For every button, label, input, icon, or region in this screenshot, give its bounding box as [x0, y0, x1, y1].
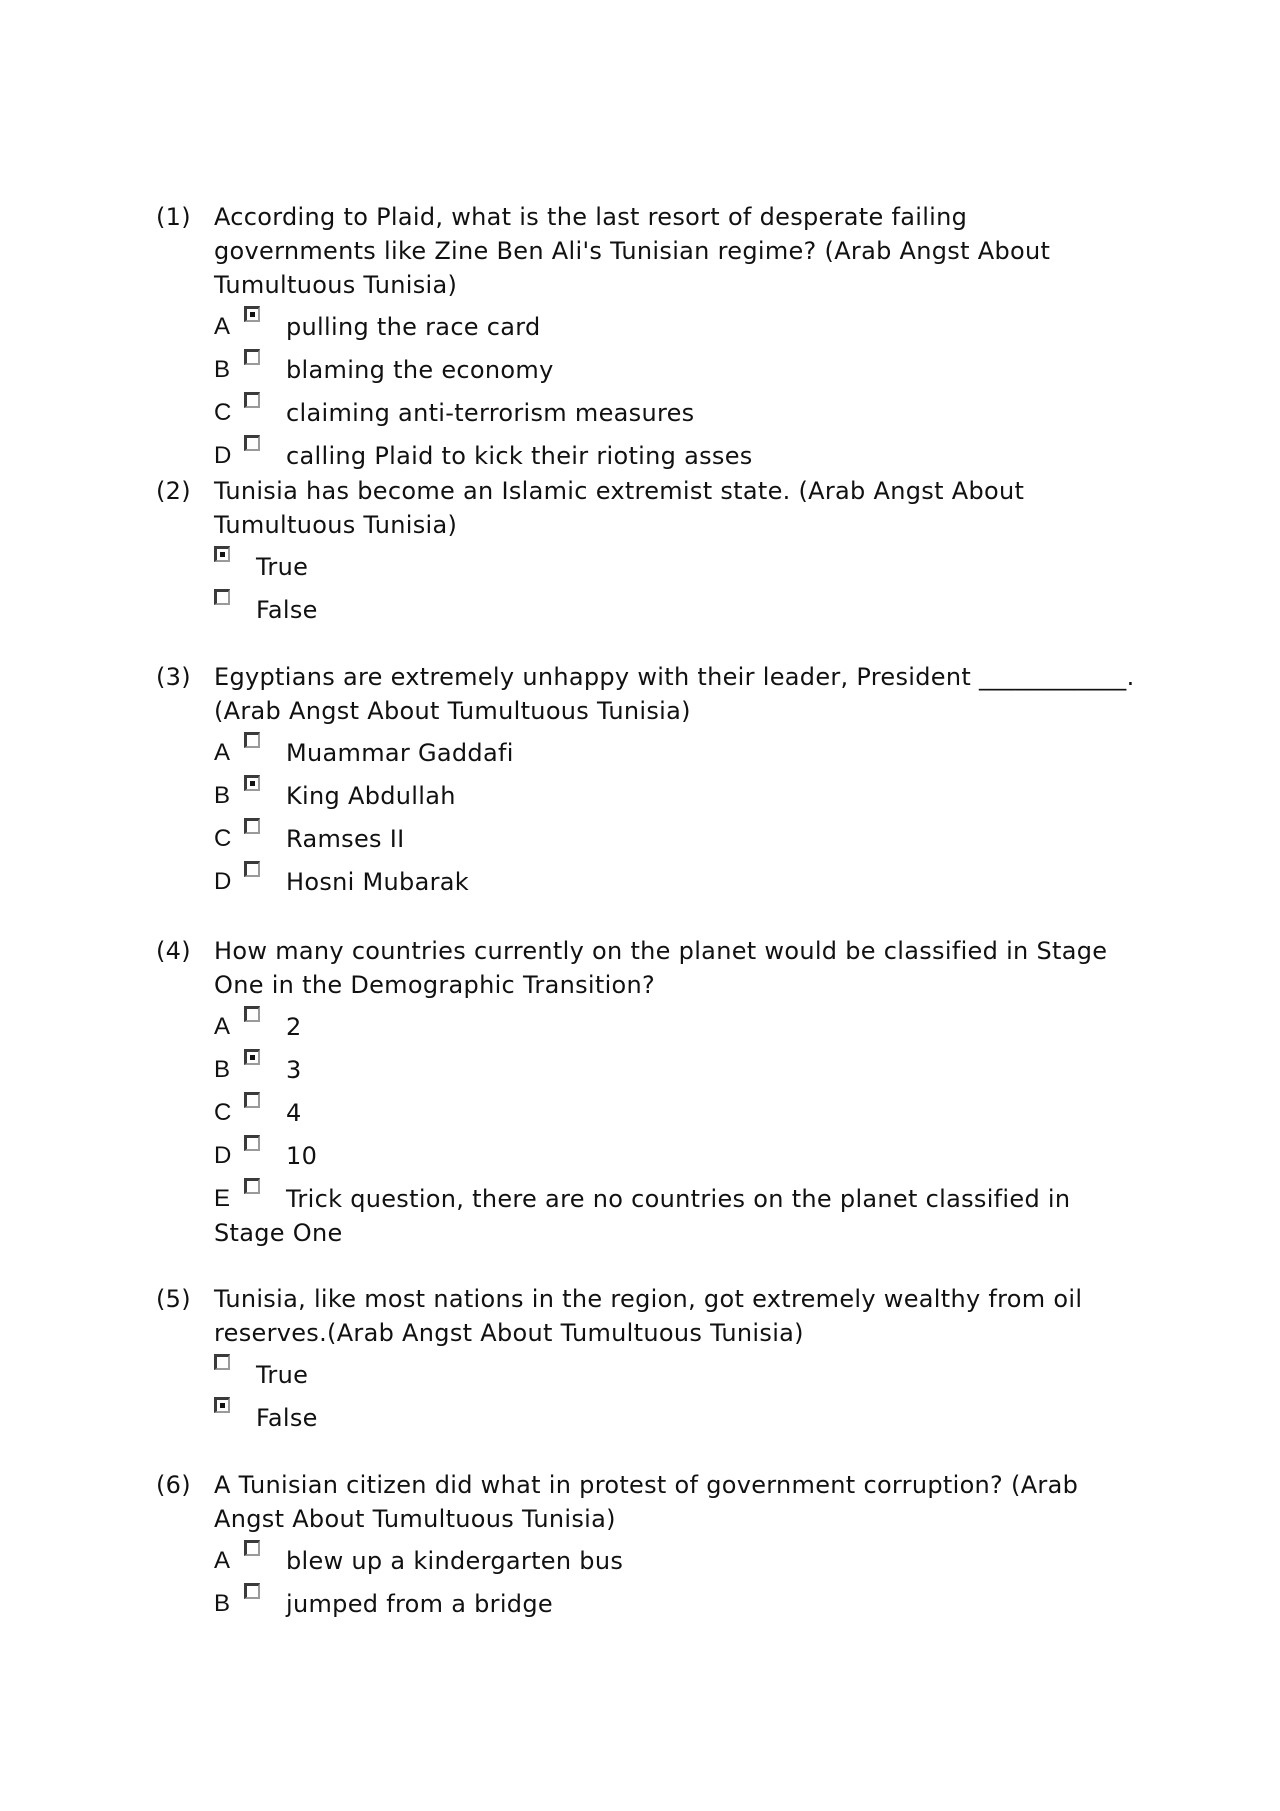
radio-icon[interactable]	[214, 589, 230, 605]
radio-icon[interactable]	[244, 1540, 260, 1556]
option-letter: A	[214, 739, 231, 766]
option-label: calling Plaid to kick their rioting asses	[286, 442, 753, 470]
option-label: pulling the race card	[286, 313, 541, 341]
question-6	[156, 1468, 1136, 1626]
option-a[interactable]	[214, 732, 1136, 775]
option-label: False	[256, 1404, 318, 1432]
option-label: 2	[286, 1013, 302, 1041]
option-b[interactable]	[214, 1583, 1136, 1626]
radio-checked-icon[interactable]	[244, 1049, 260, 1065]
answer-options	[214, 546, 1136, 632]
option-letter: B	[214, 356, 231, 383]
option-label: claiming anti-terrorism measures	[286, 399, 695, 427]
option-c[interactable]	[214, 1092, 1136, 1135]
option-label: 3	[286, 1056, 302, 1084]
option-label: Muammar Gaddafi	[286, 739, 514, 767]
radio-icon[interactable]	[244, 818, 260, 834]
question-text: According to Plaid, what is the last resort of desperate failing governments like Zine Ben Ali's Tunisian regime? (Arab Angst About Tumultuous Tunisia)	[214, 203, 1059, 299]
answer-options	[214, 306, 1136, 478]
question-text: How many countries currently on the planet would be classified in Stage One in the Demographic Transition?	[214, 937, 1116, 999]
radio-icon[interactable]	[244, 1135, 260, 1151]
answer-options	[214, 1006, 1136, 1250]
answer-options	[214, 732, 1136, 904]
option-e[interactable]	[214, 1178, 1136, 1250]
question-1	[156, 200, 1136, 478]
radio-icon[interactable]	[244, 1092, 260, 1108]
option-label: blaming the economy	[286, 356, 554, 384]
question-text: Tunisia, like most nations in the region, got extremely wealthy from oil reserves.(Arab Angst About Tumultuous Tunisia)	[214, 1285, 1091, 1347]
option-a[interactable]	[214, 1006, 1136, 1049]
option-true[interactable]	[214, 1354, 1136, 1397]
option-label: True	[256, 1361, 309, 1389]
option-true[interactable]	[214, 546, 1136, 589]
option-label: Hosni Mubarak	[286, 868, 469, 896]
option-label: King Abdullah	[286, 782, 456, 810]
question-3	[156, 660, 1143, 904]
question-number: (5)	[156, 1285, 191, 1313]
option-b[interactable]	[214, 349, 1136, 392]
question-number: (4)	[156, 937, 191, 965]
option-label: Trick question, there are no countries on the planet classified in	[286, 1185, 1071, 1213]
option-letter: B	[214, 1590, 231, 1617]
radio-icon[interactable]	[244, 435, 260, 451]
option-label: 10	[286, 1142, 318, 1170]
option-letter: C	[214, 825, 232, 852]
option-letter: A	[214, 313, 231, 340]
option-letter: A	[214, 1547, 231, 1574]
radio-checked-icon[interactable]	[244, 775, 260, 791]
option-label: jumped from a bridge	[286, 1590, 553, 1618]
option-label: Ramses II	[286, 825, 405, 853]
option-letter: D	[214, 442, 232, 469]
question-text: A Tunisian citizen did what in protest of government corruption? (Arab Angst About Tumultuous Tunisia)	[214, 1471, 1087, 1533]
option-d[interactable]	[214, 861, 1136, 904]
option-d[interactable]	[214, 1135, 1136, 1178]
option-letter: A	[214, 1013, 231, 1040]
question-5	[156, 1282, 1136, 1440]
option-label: 4	[286, 1099, 302, 1127]
question-number: (3)	[156, 663, 191, 691]
question-2	[156, 474, 1136, 632]
option-c[interactable]	[214, 818, 1136, 861]
radio-icon[interactable]	[244, 1583, 260, 1599]
radio-icon[interactable]	[244, 861, 260, 877]
option-c[interactable]	[214, 392, 1136, 435]
option-false[interactable]	[214, 1397, 1136, 1440]
question-text: Egyptians are extremely unhappy with their leader, President ____________. (Arab Angst About Tumultuous Tunisia)	[214, 663, 1143, 725]
option-label-continued: Stage One	[214, 1219, 343, 1247]
option-d[interactable]	[214, 435, 1136, 478]
option-letter: E	[214, 1185, 231, 1212]
radio-icon[interactable]	[214, 1354, 230, 1370]
option-letter: D	[214, 868, 232, 895]
radio-icon[interactable]	[244, 732, 260, 748]
question-number: (1)	[156, 203, 191, 231]
option-letter: C	[214, 399, 232, 426]
radio-icon[interactable]	[244, 1006, 260, 1022]
question-4	[156, 934, 1136, 1250]
option-label: False	[256, 596, 318, 624]
option-letter: B	[214, 782, 231, 809]
radio-checked-icon[interactable]	[214, 1397, 230, 1413]
option-a[interactable]	[214, 306, 1136, 349]
option-letter: D	[214, 1142, 232, 1169]
option-a[interactable]	[214, 1540, 1136, 1583]
radio-icon[interactable]	[244, 349, 260, 365]
question-text: Tunisia has become an Islamic extremist state. (Arab Angst About Tumultuous Tunisia)	[214, 477, 1033, 539]
option-label: blew up a kindergarten bus	[286, 1547, 624, 1575]
question-number: (6)	[156, 1471, 191, 1499]
radio-checked-icon[interactable]	[244, 306, 260, 322]
option-false[interactable]	[214, 589, 1136, 632]
option-b[interactable]	[214, 1049, 1136, 1092]
answer-options	[214, 1354, 1136, 1440]
radio-checked-icon[interactable]	[214, 546, 230, 562]
option-b[interactable]	[214, 775, 1136, 818]
option-label: True	[256, 553, 309, 581]
option-letter: B	[214, 1056, 231, 1083]
radio-icon[interactable]	[244, 392, 260, 408]
question-number: (2)	[156, 477, 191, 505]
radio-icon[interactable]	[244, 1178, 260, 1194]
option-letter: C	[214, 1099, 232, 1126]
answer-options	[214, 1540, 1136, 1626]
